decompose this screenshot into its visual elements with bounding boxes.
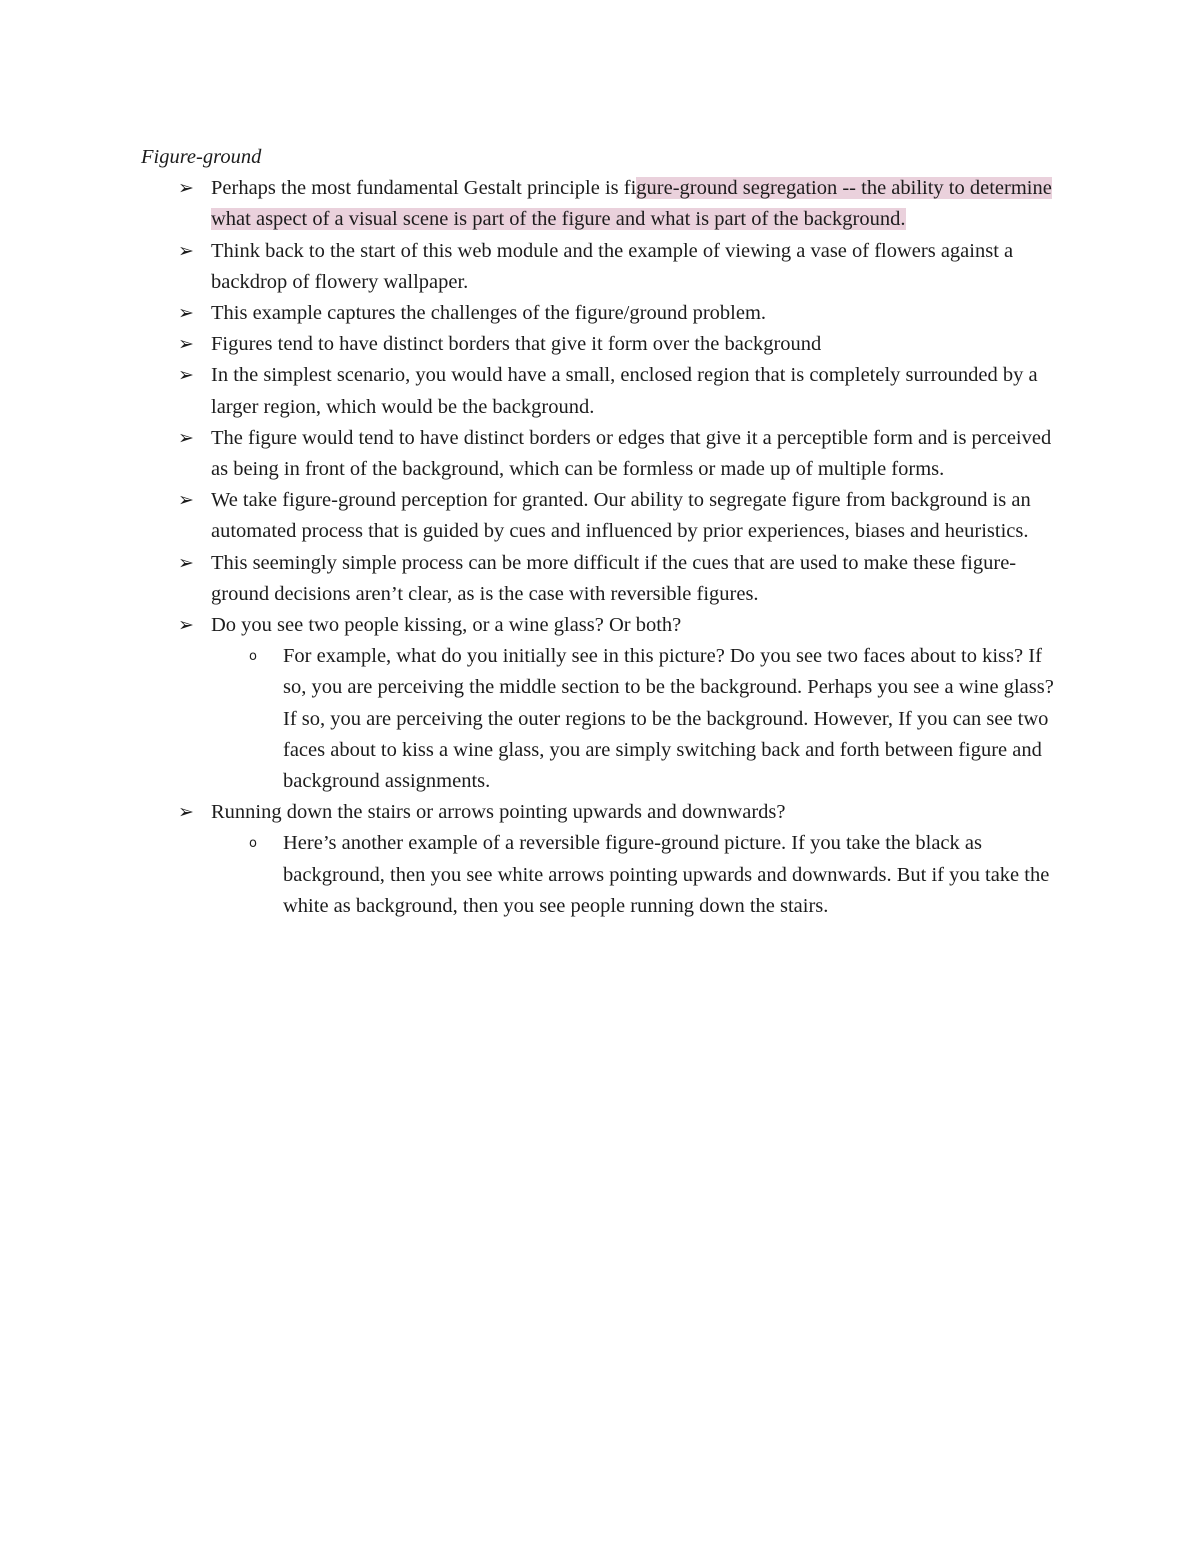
list-item xyxy=(141,485,1066,547)
sub-list xyxy=(211,641,1066,797)
circle-bullet-icon: o xyxy=(249,649,257,665)
list-item xyxy=(141,173,1066,235)
list-item xyxy=(141,548,1066,610)
sub-list-item xyxy=(211,641,1066,797)
document-body xyxy=(141,142,1066,922)
highlighted-text: gure-ground segregation -- the ability to determine what aspect of a visual scene is part of the figure and what is part of the background. xyxy=(211,177,1052,231)
list-item-text: In the simplest scenario, you would have a small, enclosed region that is completely surrounded by a larger region, which would be the background. xyxy=(211,364,1038,418)
arrow-bullet-icon: ➢ xyxy=(178,426,194,449)
list-item xyxy=(141,236,1066,298)
arrow-bullet-icon: ➢ xyxy=(178,333,194,356)
arrow-bullet-icon: ➢ xyxy=(178,614,194,637)
list-item-text: We take figure-ground perception for granted. Our ability to segregate figure from background is an automated process that is guided by cues and influenced by prior experiences, biases and heuristics. xyxy=(211,489,1031,543)
list-item-text: Do you see two people kissing, or a wine glass? Or both? xyxy=(211,614,682,637)
list-item-text: Figures tend to have distinct borders that give it form over the background xyxy=(211,333,822,356)
arrow-bullet-icon: ➢ xyxy=(178,302,194,325)
list-item xyxy=(141,360,1066,422)
section-heading: Figure-ground xyxy=(141,146,262,168)
list-item-text: This seemingly simple process can be more difficult if the cues that are used to make these figure-ground decisions aren’t clear, as is the case with reversible figures. xyxy=(211,551,1017,605)
arrow-bullet-icon: ➢ xyxy=(178,239,194,262)
list-item xyxy=(141,797,1066,922)
list-item-text: Think back to the start of this web module and the example of viewing a vase of flowers against a backdrop of flowery wallpaper. xyxy=(211,239,1014,293)
arrow-bullet-icon: ➢ xyxy=(178,801,194,824)
list-item-text: This example captures the challenges of the figure/ground problem. xyxy=(211,302,767,325)
arrow-bullet-icon: ➢ xyxy=(178,364,194,387)
bullet-list xyxy=(141,173,1066,922)
sub-list-item-text: For example, what do you initially see in this picture? Do you see two faces about to kiss? If so, you are perceiving the middle section to be the background. Perhaps you see a wine glass? If so, you are perceiving the outer regions to be the background. However, If you can see two faces about to kiss a wine glass, you are simply switching back and forth between figure and background assignments. xyxy=(283,645,1054,793)
arrow-bullet-icon: ➢ xyxy=(178,177,194,200)
arrow-bullet-icon: ➢ xyxy=(178,489,194,512)
list-item-text: Perhaps the most fundamental Gestalt principle is fi xyxy=(211,177,637,200)
sub-list-item-text: Here’s another example of a reversible figure-ground picture. If you take the black as background, then you see white arrows pointing upwards and downwards. But if you take the white as background, then you see people running down the stairs. xyxy=(283,832,1050,917)
arrow-bullet-icon: ➢ xyxy=(178,551,194,574)
list-item-text: Running down the stairs or arrows pointing upwards and downwards? xyxy=(211,801,786,824)
list-item xyxy=(141,329,1066,360)
list-item xyxy=(141,423,1066,485)
sub-list-item xyxy=(211,828,1066,922)
sub-list xyxy=(211,828,1066,922)
list-item xyxy=(141,298,1066,329)
list-item-text: The figure would tend to have distinct borders or edges that give it a perceptible form and is perceived as being in front of the background, which can be formless or made up of multiple forms. xyxy=(211,426,1052,481)
list-item xyxy=(141,610,1066,797)
circle-bullet-icon: o xyxy=(249,836,257,852)
